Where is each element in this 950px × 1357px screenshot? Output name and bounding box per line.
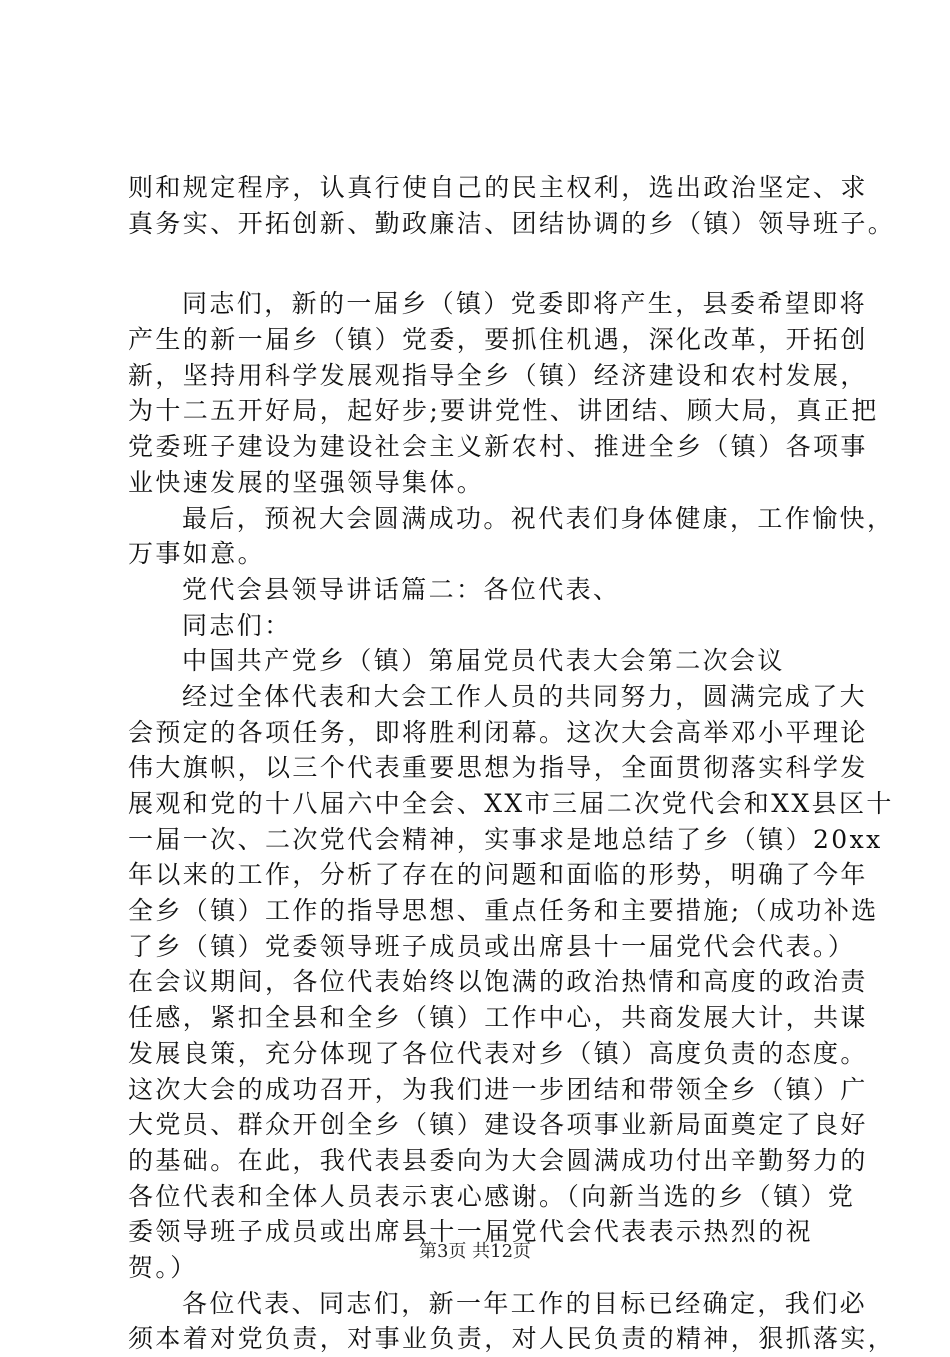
text-line: 大党员、群众开创全乡（镇）建设各项事业新局面奠定了良好	[128, 1110, 868, 1140]
paragraph-gap	[128, 241, 848, 286]
text-line: 贺。）	[128, 1252, 198, 1282]
text-line: 任感，紧扣全县和全乡（镇）工作中心，共商发展大计，共谋	[128, 1003, 868, 1033]
text-line: 须本着对党负责，对事业负责，对人民负责的精神，狠抓落实，	[128, 1324, 896, 1354]
text-line: 发展良策，充分体现了各位代表对乡（镇）高度负责的态度。	[128, 1038, 868, 1068]
text-line: 各位代表、同志们，新一年工作的目标已经确定，我们必	[182, 1288, 868, 1318]
text-line: 真务实、开拓创新、勤政廉洁、团结协调的乡（镇）领导班子。	[128, 208, 896, 238]
text-line: 一届一次、二次党代会精神，实事求是地总结了乡（镇）20xx	[128, 824, 883, 854]
document-body	[128, 170, 896, 1357]
text-line: 这次大会的成功召开，为我们进一步团结和带领全乡（镇）广	[128, 1074, 868, 1104]
text-line: 业快速发展的坚强领导集体。	[128, 467, 485, 497]
text-line: 最后，预祝大会圆满成功。祝代表们身体健康，工作愉快，	[182, 503, 895, 533]
text-line: 的基础。在此，我代表县委向为大会圆满成功付出辛勤努力的	[128, 1145, 868, 1175]
text-line: 为十二五开好局，起好步;要讲党性、讲团结、顾大局，真正把	[128, 396, 879, 426]
text-line: 展观和党的十八届六中全会、XX市三届二次党代会和XX县区十	[128, 789, 894, 818]
text-line: 经过全体代表和大会工作人员的共同努力，圆满完成了大	[182, 681, 868, 711]
text-line: 则和规定程序，认真行使自己的民主权利，选出政治坚定、求	[128, 173, 868, 202]
text-line: 新，坚持用科学发展观指导全乡（镇）经济建设和农村发展，	[128, 360, 868, 390]
page-number-footer: 第3页 共12页	[418, 1241, 532, 1262]
text-line: 党代会县领导讲话篇二：各位代表、	[182, 574, 621, 604]
text-line: 了乡（镇）党委领导班子成员或出席县十一届党代会代表。）	[128, 931, 856, 961]
text-line: 产生的新一届乡（镇）党委，要抓住机遇，深化改革，开拓创	[128, 325, 868, 355]
text-line: 万事如意。	[128, 539, 266, 569]
text-line: 党委班子建设为建设社会主义新农村、推进全乡（镇）各项事	[128, 432, 868, 462]
text-line: 同志们：	[182, 610, 292, 640]
text-line: 年以来的工作，分析了存在的问题和面临的形势，明确了今年	[128, 860, 868, 890]
text-line: 在会议期间，各位代表始终以饱满的政治热情和高度的政治责	[128, 967, 868, 997]
text-line: 会预定的各项任务，即将胜利闭幕。这次大会高举邓小平理论	[128, 717, 868, 747]
text-line: 全乡（镇）工作的指导思想、重点任务和主要措施;（成功补选	[128, 896, 879, 926]
text-line: 伟大旗帜，以三个代表重要思想为指导，全面贯彻落实科学发	[128, 753, 868, 783]
text-line: 委领导班子成员或出席县十一届党代会代表表示热烈的祝	[128, 1217, 814, 1247]
text-line: 中国共产党乡（镇）第届党员代表大会第二次会议	[182, 646, 785, 676]
text-line: 同志们，新的一届乡（镇）党委即将产生，县委希望即将	[182, 289, 868, 319]
text-line: 各位代表和全体人员表示衷心感谢。（向新当选的乡（镇）党	[128, 1181, 856, 1211]
